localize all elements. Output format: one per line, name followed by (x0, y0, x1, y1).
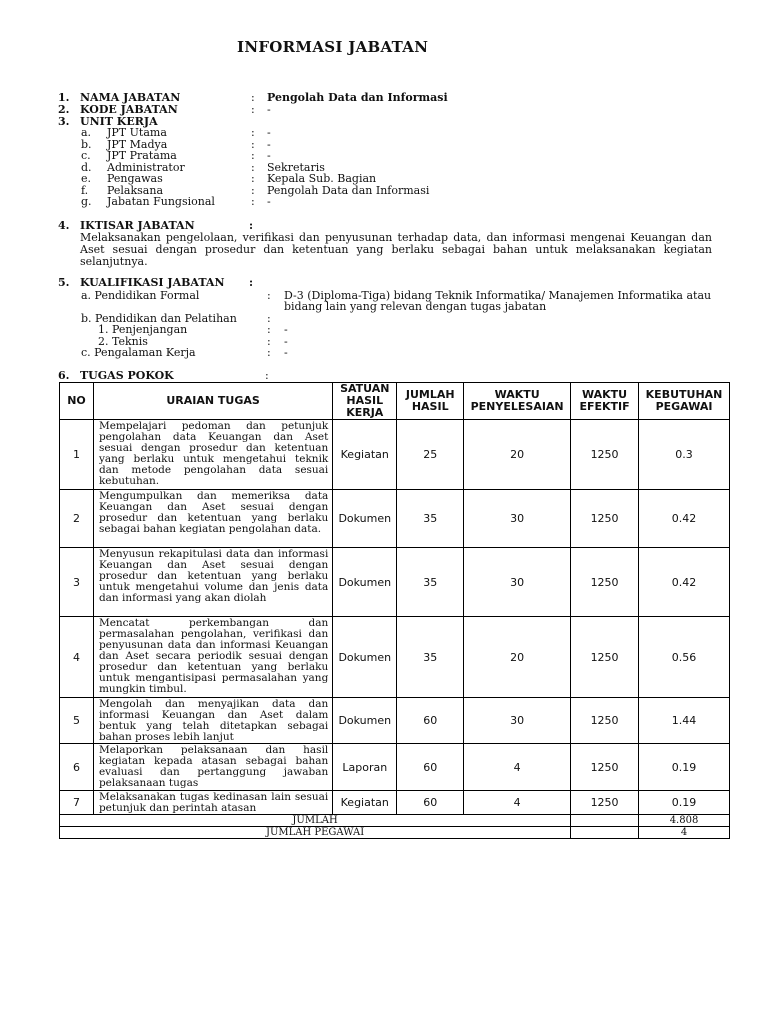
cell-waktu: 30 (464, 698, 571, 744)
table-header-row (60, 383, 730, 420)
cell-kebutuhan: 1.44 (639, 698, 730, 744)
sec4-label: IKTISAR JABATAN (80, 219, 195, 232)
header-waktu-penyelesaian: WAKTU PENYELESAIAN (464, 383, 571, 420)
jumlah-pegawai-row (60, 827, 730, 839)
cell-no: 7 (60, 791, 94, 815)
sec3-label: UNIT KERJA (80, 115, 158, 128)
sec6-colon: : (265, 369, 269, 382)
header-waktu-efektif: WAKTU EFEKTIF (571, 383, 639, 420)
table-row (60, 420, 730, 490)
unit-kerja-value: - (267, 138, 271, 151)
cell-waktu: 30 (464, 490, 571, 548)
cell-efektif: 1250 (571, 548, 639, 617)
cell-kebutuhan: 0.19 (639, 744, 730, 791)
cell-jumlah: 60 (397, 791, 464, 815)
jumlah-value: 4.808 (639, 815, 730, 827)
unit-kerja-value: Kepala Sub. Bagian (267, 172, 377, 185)
pendidikan-pelatihan-colon: : (267, 312, 271, 325)
iktisar-text: Melaksanakan pengelolaan, verifikasi dan penyusunan terhadap data, dan informasi mengenai Keuangan dan Aset sesuai dengan prosedur dan ketentuan yang berlaku sebagai bahan untuk melaksanakan kegiatan selanjutnya. (80, 231, 712, 268)
sec2-value: - (267, 103, 271, 116)
cell-jumlah: 35 (397, 548, 464, 617)
cell-uraian: Melaporkan pelaksanaan dan hasil kegiatan kepada atasan sebagai bahan evaluasi dan pertanggung jawaban pelaksanaan tugas (93, 744, 332, 791)
sec5-label: KUALIFIKASI JABATAN (80, 276, 225, 289)
unit-kerja-letter: b. (81, 138, 92, 151)
unit-kerja-colon: : (251, 138, 255, 151)
unit-kerja-label: JPT Utama (107, 126, 167, 139)
penjenjangan-colon: : (267, 323, 271, 336)
teknis-value: - (284, 335, 288, 348)
unit-kerja-value: - (267, 149, 271, 162)
cell-jumlah: 35 (397, 617, 464, 698)
header-uraian-tugas: URAIAN TUGAS (93, 383, 332, 420)
cell-uraian: Mengolah dan menyajikan data dan informasi Keuangan dan Aset dalam bentuk yang telah ditetapkan sebagai bahan proses lebih lanjut (93, 698, 332, 744)
sec6-num: 6. (58, 369, 70, 382)
cell-efektif: 1250 (571, 698, 639, 744)
sec2-label: KODE JABATAN (80, 103, 178, 116)
jumlah-pegawai-label: JUMLAH PEGAWAI (60, 827, 571, 839)
cell-uraian: Melaksanakan tugas kedinasan lain sesuai petunjuk dan perintah atasan (93, 791, 332, 815)
sec3-num: 3. (58, 115, 70, 128)
unit-kerja-letter: c. (81, 149, 91, 162)
cell-no: 6 (60, 744, 94, 791)
cell-satuan: Dokumen (333, 698, 397, 744)
tugas-pokok-table (59, 382, 730, 839)
unit-kerja-value: Sekretaris (267, 161, 325, 174)
cell-waktu: 4 (464, 791, 571, 815)
table-row (60, 617, 730, 698)
sec1-colon: : (251, 91, 255, 104)
sec2-colon: : (251, 103, 255, 116)
cell-kebutuhan: 0.42 (639, 490, 730, 548)
unit-kerja-label: JPT Madya (107, 138, 168, 151)
table-row (60, 791, 730, 815)
unit-kerja-colon: : (251, 184, 255, 197)
unit-kerja-letter: f. (81, 184, 89, 197)
unit-kerja-value: - (267, 126, 271, 139)
cell-uraian: Mempelajari pedoman dan petunjuk pengolahan data Keuangan dan Aset sesuai dengan prosedur dan ketentuan yang berlaku untuk mengetahui teknik dan metode pengolahan data sesuai kebutuhan. (93, 420, 332, 490)
penjenjangan-value: - (284, 323, 288, 336)
sec5-num: 5. (58, 276, 70, 289)
cell-jumlah: 60 (397, 698, 464, 744)
sec1-label: NAMA JABATAN (80, 91, 181, 104)
unit-kerja-colon: : (251, 195, 255, 208)
unit-kerja-label: JPT Pratama (107, 149, 177, 162)
cell-no: 4 (60, 617, 94, 698)
cell-efektif: 1250 (571, 420, 639, 490)
cell-kebutuhan: 0.56 (639, 617, 730, 698)
teknis-label: 2. Teknis (98, 335, 148, 348)
cell-waktu: 20 (464, 420, 571, 490)
cell-satuan: Kegiatan (333, 420, 397, 490)
table-row (60, 744, 730, 791)
table-row (60, 490, 730, 548)
unit-kerja-value: Pengolah Data dan Informasi (267, 184, 430, 197)
pendidikan-formal-value-2: bidang lain yang relevan dengan tugas jabatan (284, 300, 547, 313)
sec1-value: Pengolah Data dan Informasi (267, 91, 448, 104)
cell-kebutuhan: 0.3 (639, 420, 730, 490)
pendidikan-pelatihan-label: b. Pendidikan dan Pelatihan (81, 312, 237, 325)
unit-kerja-letter: g. (81, 195, 92, 208)
sec5-colon: : (249, 276, 254, 289)
jumlah-pegawai-value: 4 (639, 827, 730, 839)
cell-satuan: Dokumen (333, 490, 397, 548)
cell-waktu: 4 (464, 744, 571, 791)
unit-kerja-label: Jabatan Fungsional (107, 195, 215, 208)
cell-jumlah: 60 (397, 744, 464, 791)
cell-no: 5 (60, 698, 94, 744)
pendidikan-formal-value-1: D-3 (Diploma-Tiga) bidang Teknik Informatika/ Manajemen Informatika atau (284, 289, 712, 302)
jumlah-label: JUMLAH (60, 815, 571, 827)
header-kebutuhan-pegawai: KEBUTUHAN PEGAWAI (639, 383, 730, 420)
cell-waktu: 30 (464, 548, 571, 617)
unit-kerja-label: Administrator (107, 161, 185, 174)
cell-satuan: Dokumen (333, 548, 397, 617)
document-title: INFORMASI JABATAN (237, 38, 429, 56)
header-jumlah-hasil: JUMLAH HASIL (397, 383, 464, 420)
unit-kerja-letter: a. (81, 126, 92, 139)
cell-efektif: 1250 (571, 617, 639, 698)
table-row (60, 548, 730, 617)
cell-kebutuhan: 0.42 (639, 548, 730, 617)
sec4-colon: : (249, 219, 254, 232)
unit-kerja-letter: d. (81, 161, 92, 174)
cell-jumlah: 25 (397, 420, 464, 490)
cell-kebutuhan: 0.19 (639, 791, 730, 815)
sec1-num: 1. (58, 91, 70, 104)
cell-uraian: Mengumpulkan dan memeriksa data Keuangan dan Aset sesuai dengan prosedur dan ketentuan yang berlaku sebagai bahan kegiatan pengolahan data. (93, 490, 332, 548)
header-no: NO (60, 383, 94, 420)
cell-no: 1 (60, 420, 94, 490)
jumlah-empty-cell (571, 815, 639, 827)
sec2-num: 2. (58, 103, 70, 116)
pendidikan-formal-label: a. Pendidikan Formal (81, 289, 200, 302)
pendidikan-formal-colon: : (267, 289, 271, 302)
unit-kerja-value: - (267, 195, 271, 208)
cell-efektif: 1250 (571, 791, 639, 815)
cell-efektif: 1250 (571, 744, 639, 791)
sec4-num: 4. (58, 219, 70, 232)
jumlah-pegawai-empty-cell (571, 827, 639, 839)
pengalaman-kerja-value: - (284, 346, 288, 359)
pengalaman-kerja-colon: : (267, 346, 271, 359)
unit-kerja-label: Pelaksana (107, 184, 164, 197)
unit-kerja-letter: e. (81, 172, 92, 185)
cell-satuan: Kegiatan (333, 791, 397, 815)
cell-no: 3 (60, 548, 94, 617)
cell-efektif: 1250 (571, 490, 639, 548)
sec6-label: TUGAS POKOK (80, 369, 174, 382)
jumlah-row (60, 815, 730, 827)
cell-satuan: Dokumen (333, 617, 397, 698)
cell-uraian: Mencatat perkembangan dan permasalahan pengolahan, verifikasi dan penyusunan data dan informasi Keuangan dan Aset secara periodik sesuai dengan prosedur dan ketentuan yang berlaku untuk mengantisipasi permasalahan yang mungkin timbul. (93, 617, 332, 698)
unit-kerja-colon: : (251, 172, 255, 185)
unit-kerja-colon: : (251, 126, 255, 139)
cell-uraian: Menyusun rekapitulasi data dan informasi Keuangan dan Aset sesuai dengan prosedur dan ketentuan yang berlaku untuk mengetahui volume dan jenis data dan informasi yang akan diolah (93, 548, 332, 617)
cell-jumlah: 35 (397, 490, 464, 548)
unit-kerja-colon: : (251, 161, 255, 174)
header-satuan-hasil-kerja: SATUAN HASIL KERJA (333, 383, 397, 420)
cell-no: 2 (60, 490, 94, 548)
unit-kerja-colon: : (251, 149, 255, 162)
penjenjangan-label: 1. Penjenjangan (98, 323, 188, 336)
cell-waktu: 20 (464, 617, 571, 698)
unit-kerja-label: Pengawas (107, 172, 163, 185)
teknis-colon: : (267, 335, 271, 348)
table-row (60, 698, 730, 744)
cell-satuan: Laporan (333, 744, 397, 791)
pengalaman-kerja-label: c. Pengalaman Kerja (81, 346, 196, 359)
